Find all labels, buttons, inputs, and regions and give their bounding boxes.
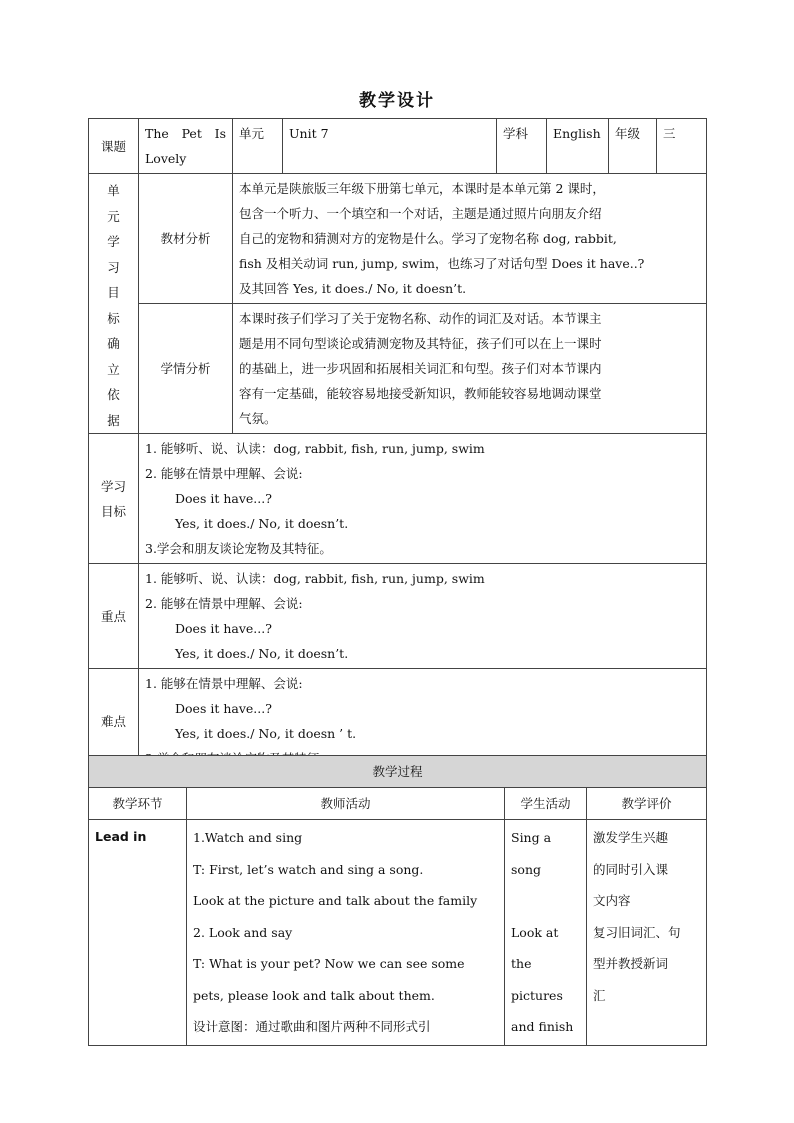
teaching-evaluation: 激发学生兴趣 的同时引入课 文内容 复习旧词汇、句 型并教授新词 汇 <box>587 820 707 1046</box>
topic-value-line-2: Lovely <box>145 151 187 166</box>
difficulties-text: 1. 能够在情景中理解、会说: Does it have...? Yes, it does./ No, it doesn ’ t. <box>139 669 707 774</box>
unit-value: Unit 7 <box>283 119 497 174</box>
teacher-activity: 1.Watch and sing T: First, let’s watch and sing a song. Look at the picture and talk about the family 2. Look and say T: What is your pet? Now we can see some pets, please look and talk about them. 设计意图：通过歌曲和图片两种不同形式引 <box>187 820 505 1046</box>
process-section-title: 教学过程 <box>89 756 707 788</box>
design-table <box>88 118 707 774</box>
goals-label: 学习 目标 <box>89 434 139 564</box>
topic-value <box>139 119 233 174</box>
col-student-header: 学生活动 <box>505 788 587 820</box>
grade-label: 年级 <box>609 119 657 174</box>
subject-value: English <box>547 119 609 174</box>
grade-value: 三 <box>657 119 707 174</box>
key-points-label: 重点 <box>89 564 139 669</box>
difficulties-label: 难点 <box>89 669 139 774</box>
learner-analysis-text: 本课时孩子们学习了关于宠物名称、动作的词汇及对话。本节课主 题是用不同句型谈论或猜测宠物及其特征，孩子们可以在上一课时 的基础上，进一步巩固和拓展相关词汇和句型。孩子们对本节课内 容有一定基础，能较容易地接受新知识，教师能较容易地调动课堂 气氛。 <box>233 304 707 434</box>
key-points-text: 1. 能够听、说、认读：dog, rabbit, fish, run, jump, swim 2. 能够在情景中理解、会说: Does it have...? Yes, it does./ No, it doesn’t. <box>139 564 707 669</box>
topic-value-line-1: The Pet Is <box>145 126 226 141</box>
learner-analysis-label: 学情分析 <box>139 304 233 434</box>
process-table <box>88 755 707 1046</box>
subject-label: 学科 <box>497 119 547 174</box>
col-teacher-header: 教师活动 <box>187 788 505 820</box>
basis-label: 单 元 学 习 目 标 确 立 依 据 <box>89 174 139 434</box>
col-stage-header: 教学环节 <box>89 788 187 820</box>
stage-lead-in: Lead in <box>89 820 187 1046</box>
document-title: 教学设计 <box>359 91 435 111</box>
goals-text: 1. 能够听、说、认读：dog, rabbit, fish, run, jump, swim 2. 能够在情景中理解、会说: Does it have...? Yes, it does./ No, it doesn’t. 3.学会和朋友谈论宠物及其特征。 <box>139 434 707 564</box>
col-eval-header: 教学评价 <box>587 788 707 820</box>
material-analysis-text: 本单元是陕旅版三年级下册第七单元，本课时是本单元第 2 课时， 包含一个听力、一个填空和一个对话，主题是通过照片向朋友介绍 自己的宠物和猜测对方的宠物是什么。学习了宠物名称 dog, rabbit, fish 及相关动词 run, jump, swim，也练习了对话句型 Does it have..? 及其回答 Yes, it does./ No, it doesn’t. <box>233 174 707 304</box>
student-activity: Sing a song Look at the pictures and finish <box>505 820 587 1046</box>
topic-label: 课题 <box>89 119 139 174</box>
unit-label: 单元 <box>233 119 283 174</box>
material-analysis-label: 教材分析 <box>139 174 233 304</box>
